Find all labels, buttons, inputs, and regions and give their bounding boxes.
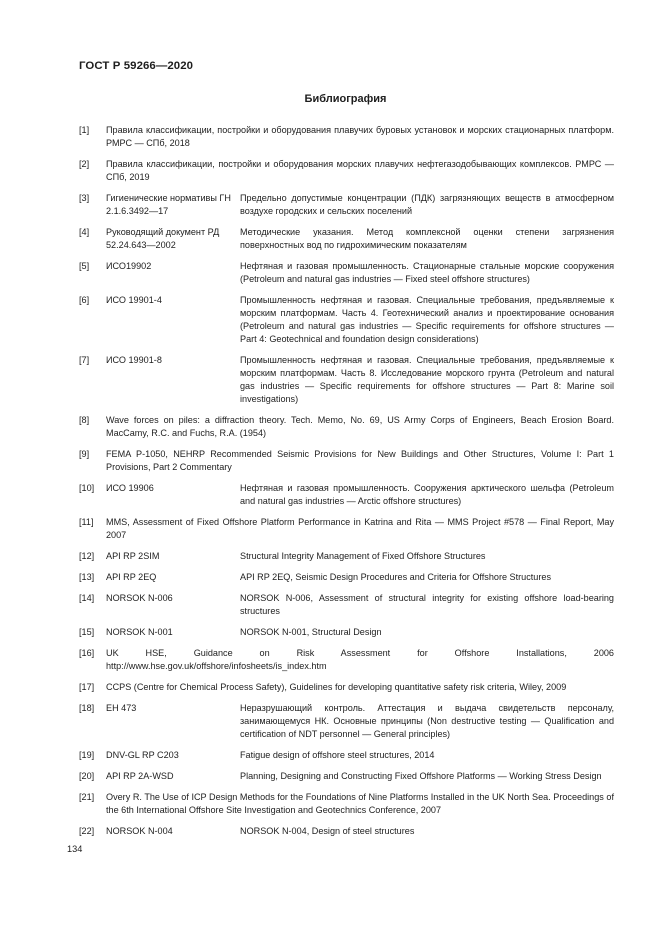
reference-number: [18] [79,703,95,713]
reference-number: [3] [79,193,90,203]
reference-item [79,749,614,762]
reference-item [79,702,614,741]
reference-title: NORSOK N-006, Assessment of structural integrity for existing offshore load-bearing structures [240,593,614,616]
reference-number: [1] [79,125,90,135]
reference-item [79,681,614,694]
reference-number: [4] [79,227,90,237]
reference-number: [8] [79,415,90,425]
reference-number: [5] [79,261,90,271]
reference-number: [14] [79,593,95,603]
reference-number: [16] [79,648,95,658]
reference-code: DNV-GL RP C203 [106,750,179,760]
reference-code: ИСО 19901-8 [106,355,162,365]
reference-number: [10] [79,483,95,493]
reference-item [79,770,614,783]
reference-title: NORSOK N-001, Structural Design [240,627,382,637]
reference-title: Fatigue design of offshore steel structures, 2014 [240,750,435,760]
reference-text: Wave forces on piles: a diffraction theory. Tech. Memo, No. 69, US Army Corps of Engineers, Beach Erosion Board. MacCamy, R.C. and Fuchs, R.A. (1954) [106,415,614,438]
reference-title: NORSOK N-004, Design of steel structures [240,826,415,836]
reference-item [79,626,614,639]
reference-number: [19] [79,750,95,760]
reference-title: Нефтяная и газовая промышленность. Сооружения арктического шельфа (Petroleum and natural gas industries — Arctic offshore structures) [240,483,614,506]
reference-title: Structural Integrity Management of Fixed Offshore Structures [240,551,486,561]
reference-item [79,550,614,563]
reference-title: Нефтяная и газовая промышленность. Стационарные стальные морские сооружения (Petroleum and natural gas industries — Fixed steel offshore structures) [240,261,614,284]
reference-title: Неразрушающий контроль. Аттестация и выдача свидетельств персоналу, занимающемуся НК. Основные принципы (Non destructive testing — Qualification and certification of NDT personnel — General principles) [240,703,614,739]
reference-item [79,414,614,440]
reference-code: API RP 2EQ [106,572,157,582]
reference-title: Методические указания. Метод комплексной оценки степени загрязнения поверхностных вод по гидрохимическим показателям [240,227,614,250]
reference-number: [15] [79,627,95,637]
reference-number: [12] [79,551,95,561]
reference-code: ИСО 19906 [106,483,154,493]
document-code: ГОСТ Р 59266—2020 [79,60,194,72]
reference-code: Руководящий документ РД 52.24.643—2002 [106,227,220,250]
reference-text: Overy R. The Use of ICP Design Methods for the Foundations of Nine Platforms Installed in the UK North Sea. Proceedings of the 6th International Offshore Site Investigation and Geotechnics Conference, 2007 [106,792,614,815]
reference-number: [6] [79,295,90,305]
reference-item [79,516,614,542]
reference-item [79,448,614,474]
reference-item [79,647,614,673]
page-number: 134 [67,844,83,854]
reference-number: [13] [79,572,95,582]
reference-code: ИСО 19901-4 [106,295,162,305]
reference-text: MMS, Assessment of Fixed Offshore Platform Performance in Katrina and Rita — MMS Project #578 — Final Report, May 2007 [106,517,614,540]
reference-code: NORSOK N-004 [106,826,173,836]
reference-title: Предельно допустимые концентрации (ПДК) загрязняющих веществ в атмосферном воздухе городских и сельских поселений [240,193,614,216]
reference-item [79,825,614,838]
reference-title: Planning, Designing and Constructing Fixed Offshore Platforms — Working Stress Design [240,771,602,781]
reference-text: FEMA P-1050, NEHRP Recommended Seismic Provisions for New Buildings and Other Structures, Volume I: Part 1 Provisions, Part 2 Commentary [106,449,614,472]
reference-number: [11] [79,517,94,527]
reference-code: EH 473 [106,703,137,713]
reference-code: API RP 2A-WSD [106,771,174,781]
reference-title: Промышленность нефтяная и газовая. Специальные требования, предъявляемые к морским платформам. Часть 8. Исследование морского грунта (Petroleum and natural gas industries — Specific requirements for offshore structures — Part 8: Marine soil investigations) [240,355,614,404]
reference-item [79,192,614,218]
reference-item [79,592,614,618]
reference-title: Промышленность нефтяная и газовая. Специальные требования, предъявляемые к морским платформам. Часть 4. Геотехнический анализ и проектирование основания (Petroleum and natural gas industries — Specific requirements for offshore structures — Part 4: Geotechnical and foundation design considerations) [240,295,614,344]
reference-code: NORSOK N-006 [106,593,173,603]
reference-item [79,791,614,817]
reference-text: CCPS (Centre for Chemical Process Safety), Guidelines for developing quantitative safety risk criteria, Wiley, 2009 [106,682,567,692]
reference-number: [9] [79,449,90,459]
bibliography-list [79,124,614,846]
reference-text: Правила классификации, постройки и оборудования морских плавучих нефтегазодобывающих комплексов. РМРС — СПб, 2019 [106,159,614,182]
reference-item [79,260,614,286]
reference-text: UK HSE, Guidance on Risk Assessment for Offshore Installations, 2006 http://www.hse.gov.uk/offshore/infosheets/is_index.htm [106,648,614,671]
reference-number: [21] [79,792,95,802]
reference-item [79,482,614,508]
reference-code: NORSOK N-001 [106,627,173,637]
reference-number: [22] [79,826,95,836]
reference-number: [7] [79,355,90,365]
reference-code: Гигиенические нормативы ГН 2.1.6.3492—17 [106,193,231,216]
reference-item [79,354,614,406]
reference-item [79,158,614,184]
reference-code: API RP 2SIM [106,551,160,561]
reference-item [79,124,614,150]
reference-number: [20] [79,771,95,781]
reference-item [79,571,614,584]
reference-text: Правила классификации, постройки и оборудования плавучих буровых установок и морских стационарных платформ. РМРС — СПб, 2018 [106,125,614,148]
section-title: Библиография [304,93,387,105]
reference-item [79,226,614,252]
reference-item [79,294,614,346]
reference-title: API RP 2EQ, Seismic Design Procedures and Criteria for Offshore Structures [240,572,551,582]
reference-number: [17] [79,682,95,692]
reference-code: ИСО19902 [106,261,152,271]
reference-number: [2] [79,159,90,169]
